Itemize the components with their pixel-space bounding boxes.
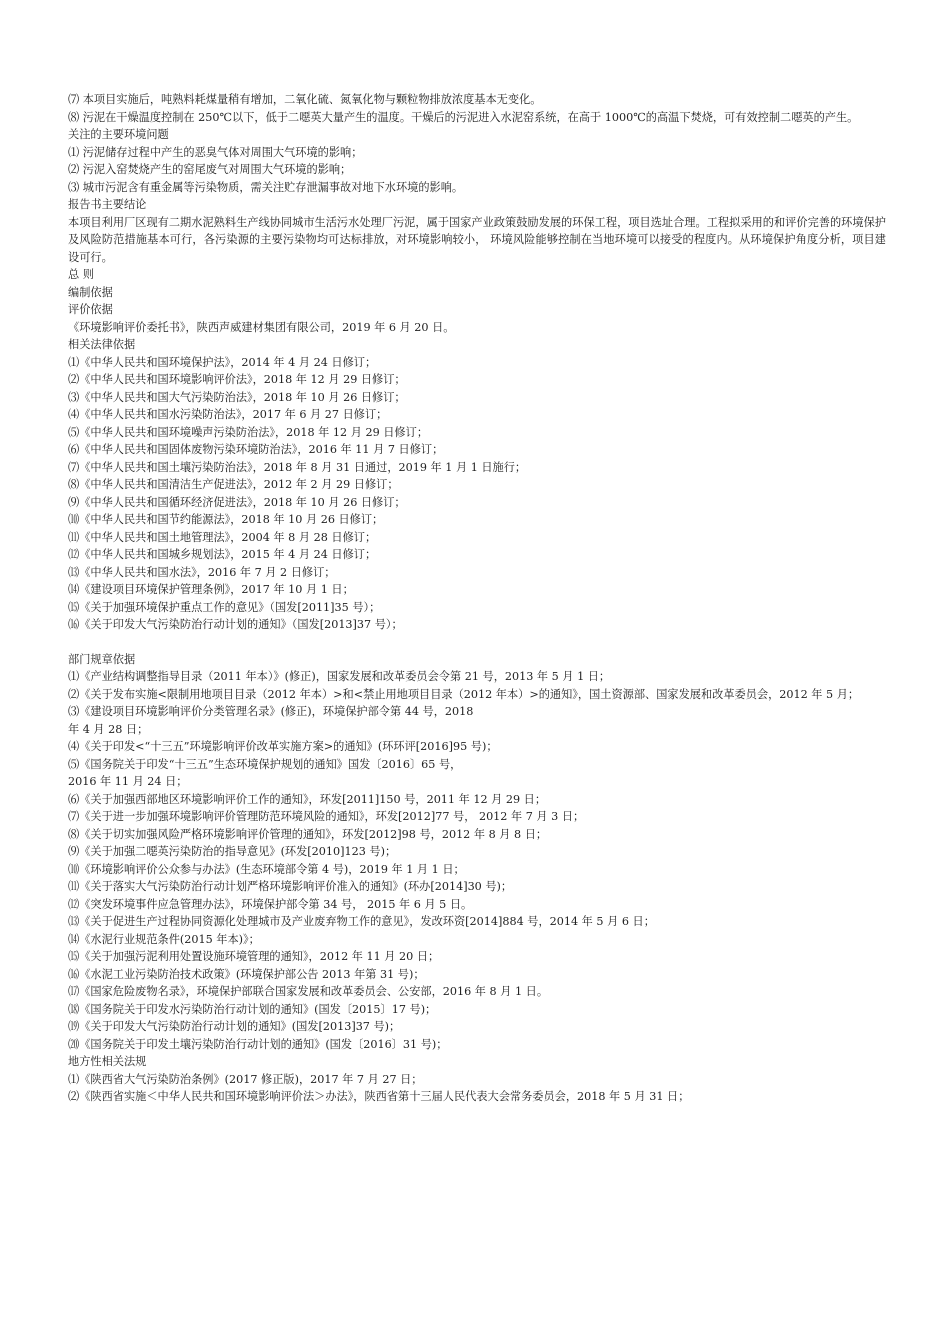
law-item: ⑼《中华人民共和国循环经济促进法》，2018 年 10 月 26 日修订； [68, 495, 406, 509]
section-heading-regulations: 部门规章依据 [68, 652, 136, 666]
regulation-item: ⑶《建设项目环境影响评价分类管理名录》(修正)，环境保护部令第 44 号，2018 年 4 月 28 日； [68, 705, 474, 736]
law-item: ⑺《中华人民共和国土壤污染防治法》，2018 年 8 月 31 日通过，2019 年 1 月 1 日施行； [68, 460, 527, 474]
laws-list [68, 354, 886, 634]
regulation-item: ⑺《关于进一步加强环境影响评价管理防范环境风险的通知》，环发[2012]77 号， 2012 年 7 月 3 日； [68, 810, 585, 823]
regulation-item: ⒆《关于印发大气污染防治行动计划的通知》(国发[2013]37 号)； [68, 1020, 401, 1033]
section-heading-basis: 编制依据 [68, 285, 113, 299]
chapter-heading-general: 总 则 [68, 268, 94, 281]
regulation-item: ⒂《关于加强污泥利用处置设施环境管理的通知》，2012 年 11 月 20 日； [68, 950, 440, 963]
concern-item: ⑶ 城市污泥含有重金属等污染物质，需关注贮存泄漏事故对地下水环境的影响。 [68, 180, 464, 194]
law-item: ⒃《关于印发大气污染防治行动计划的通知》（国发[2013]37 号）； [68, 618, 403, 631]
section-heading-laws: 相关法律依据 [68, 338, 136, 351]
law-item: ⑿《中华人民共和国城乡规划法》，2015 年 4 月 24 日修订； [68, 548, 377, 561]
law-item: ⑶《中华人民共和国大气污染防治法》，2018 年 10 月 26 日修订； [68, 390, 406, 404]
law-item: ⑻《中华人民共和国清洁生产促进法》，2012 年 2 月 29 日修订； [68, 478, 399, 491]
regulation-item: ⑷《关于印发<“十三五”环境影响评价改革实施方案>的通知》(环环评[2016]95 号)； [68, 740, 498, 753]
section-heading-eval: 评价依据 [68, 303, 113, 316]
regulation-item: ⒀《关于促进生产过程协同资源化处理城市及产业废弃物工作的意见》，发改环资[2014]884 号，2014 年 5 月 6 日； [68, 915, 655, 928]
regulation-item: ⑾《关于落实大气污染防治行动计划严格环境影响评价准入的通知》(环办[2014]30 号)； [68, 880, 513, 893]
regulation-item: ⑸《国务院关于印发“十三五”生态环境保护规划的通知》国发〔2016〕65 号， 2016 年 11 月 24 日； [68, 757, 462, 788]
eval-basis-line: 《环境影响评价委托书》，陕西声威建材集团有限公司，2019 年 6 月 20 日。 [68, 320, 455, 334]
regulation-item: ⒇《国务院关于印发土壤污染防治行动计划的通知》(国发〔2016〕31 号)； [68, 1037, 448, 1051]
concern-item: ⑴ 污泥储存过程中产生的恶臭气体对周围大气环境的影响； [68, 145, 363, 159]
law-item: ⑷《中华人民共和国水污染防治法》，2017 年 6 月 27 日修订； [68, 408, 388, 421]
regulation-item: ⑻《关于切实加强风险严格环境影响评价管理的通知》，环发[2012]98 号，2012 年 8 月 8 日； [68, 827, 548, 841]
regulation-item: ⒄《国家危险废物名录》，环境保护部联合国家发展和改革委员会、公安部，2016 年 8 月 1 日。 [68, 985, 549, 998]
regulation-item: ⑽《环境影响评价公众参与办法》(生态环境部令第 4 号)，2019 年 1 月 1 日； [68, 862, 465, 876]
regulations-list [68, 668, 886, 1053]
regulation-item: ⑵《关于发布实施<限制用地项目目录（2012 年本）>和<禁止用地项目目录（2012 年本）>的通知》，国土资源部、国家发展和改革委员会，2012 年 5 月； [68, 687, 860, 701]
section-heading-local: 地方性相关法规 [68, 1055, 147, 1068]
section-heading-conclusion: 报告书主要结论 [68, 198, 147, 211]
regulation-item: ⑼《关于加强二噁英污染防治的指导意见》(环发[2010]123 号)； [68, 845, 397, 858]
law-item: ⑽《中华人民共和国节约能源法》，2018 年 10 月 26 日修订； [68, 513, 384, 526]
law-item: ⒁《建设项目环境保护管理条例》，2017 年 10 月 1 日； [68, 583, 354, 596]
law-item: ⑾《中华人民共和国土地管理法》，2004 年 8 月 28 日修订； [68, 530, 377, 544]
document-page [68, 91, 886, 1106]
intro-item: ⑺ 本项目实施后，吨熟料耗煤量稍有增加，二氧化硫、氮氧化物与颗粒物排放浓度基本无变化。 [68, 93, 542, 106]
regulation-item: ⒅《国务院关于印发水污染防治行动计划的通知》(国发〔2015〕17 号)； [68, 1002, 437, 1016]
spacer [68, 634, 886, 651]
law-item: ⒂《关于加强环境保护重点工作的意见》（国发[2011]35 号）； [68, 600, 381, 614]
law-item: ⑹《中华人民共和国固体废物污染环境防治法》，2016 年 11 月 7 日修订； [68, 443, 444, 456]
law-item: ⑵《中华人民共和国环境影响评价法》，2018 年 12 月 29 日修订； [68, 373, 406, 386]
law-item: ⑸《中华人民共和国环境噪声污染防治法》，2018 年 12 月 29 日修订； [68, 425, 429, 439]
local-regulations-list [68, 1071, 886, 1106]
law-item: ⒀《中华人民共和国水法》，2016 年 7 月 2 日修订； [68, 565, 336, 579]
section-heading-env-concerns: 关注的主要环境问题 [68, 128, 169, 141]
intro-item: ⑻ 污泥在干燥温度控制在 250℃以下，低于二噁英大量产生的温度。干燥后的污泥进入水泥窑系统，在高于 1000℃的高温下焚烧，可有效控制二噁英的产生。 [68, 110, 859, 124]
local-regulation-item: ⑵《陕西省实施＜中华人民共和国环境影响评价法＞办法》，陕西省第十三届人民代表大会常务委员会，2018 年 5 月 31 日； [68, 1090, 690, 1103]
conclusion-paragraph: 本项目利用厂区现有二期水泥熟料生产线协同城市生活污水处理厂污泥，属于国家产业政策鼓励发展的环保工程，项目选址合理。工程拟采用的和评价完善的环境保护及风险防范措施基本可行，各污染源的主要污染物均可达标排放，对环境影响较小， 环境风险能够控制在当地环境可以接受的程度内。从环境保护角度分析，项目建设可行。 [68, 215, 886, 264]
regulation-item: ⑴《产业结构调整指导目录（2011 年本）》(修正)，国家发展和改革委员会令第 21 号，2013 年 5 月 1 日； [68, 670, 611, 683]
regulation-item: ⑿《突发环境事件应急管理办法》，环境保护部令第 34 号， 2015 年 6 月 5 日。 [68, 897, 473, 911]
regulation-item: ⒃《水泥工业污染防治技术政策》(环境保护部公告 2013 年第 31 号)； [68, 967, 425, 981]
regulation-item: ⒁《水泥行业规范条件(2015 年本)》； [68, 932, 260, 946]
regulation-item: ⑹《关于加强西部地区环境影响评价工作的通知》，环发[2011]150 号，2011 年 12 月 29 日； [68, 792, 547, 806]
law-item: ⑴《中华人民共和国环境保护法》，2014 年 4 月 24 日修订； [68, 355, 377, 369]
local-regulation-item: ⑴《陕西省大气污染防治条例》(2017 修正版)，2017 年 7 月 27 日； [68, 1072, 423, 1086]
concern-item: ⑵ 污泥入窑焚烧产生的窑尾废气对周围大气环境的影响； [68, 163, 352, 176]
